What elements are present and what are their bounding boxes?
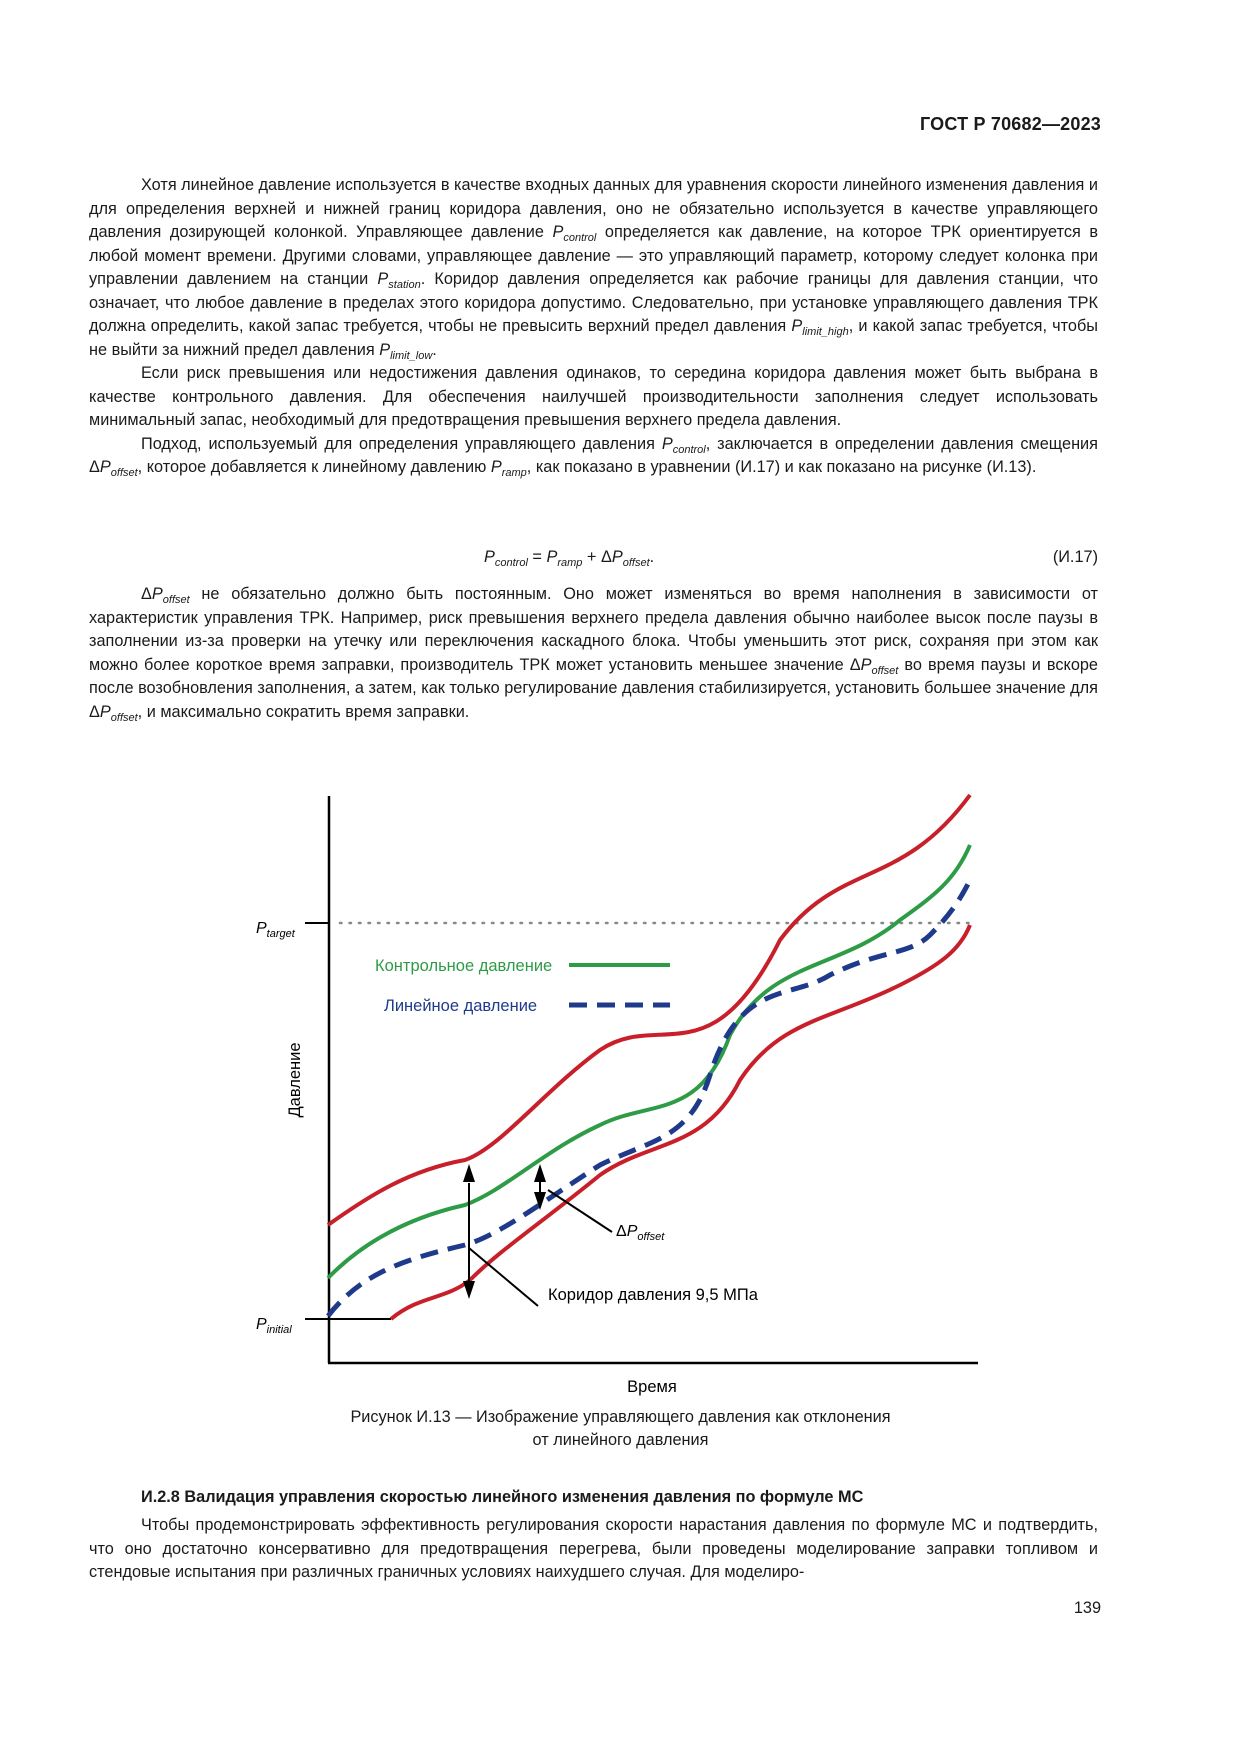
control-pressure-line	[328, 845, 970, 1278]
paragraph-1: Хотя линейное давление используется в качестве входных данных для уравнения скорости линейного изменения давления и для определения верхней и нижней границ коридора давления, оно не обязательно используется в качестве управляющего давления дозирующей колонкой. Управляющее давление $P_{control}$ определяется как давление, на которое ТРК ориентируется в любой момент времени. Другими словами, управляющее давление — это управляющий параметр, которому следует колонка при управлении давлением на станции $P_{station}$. Коридор давления определяется как рабочие границы для давления станции, что означает, что любое давление в пределах этого коридора допустимо. Следовательно, при установке управляющего давления ТРК должна определить, какой запас требуется, чтобы не превысить верхний предел давления $P_{limit\_high}$, и какой запас требуется, чтобы не выйти за нижний предел давления $P_{limit\_low}$.	[89, 176, 1099, 362]
legend-ramp-label: Линейное давление	[384, 997, 538, 1015]
corridor-arrow-head-up	[463, 1164, 475, 1182]
body-text-bottom	[89, 1514, 1098, 1585]
figure-caption-line-1: Рисунок И.13 — Изображение управляющего давления как отклонения	[350, 1408, 891, 1426]
corridor-annotation: Коридор давления 9,5 МПа	[548, 1286, 758, 1304]
y-tick-target: $P_{target}$	[256, 920, 295, 940]
corridor-leader-line	[469, 1248, 538, 1306]
lower-corridor-bound-line	[391, 925, 970, 1319]
page-number: 139	[1073, 1599, 1101, 1617]
legend-control-label: Контрольное давление	[375, 957, 553, 975]
body-text-after-equation	[89, 583, 1098, 724]
body-text-top	[89, 174, 1098, 480]
paragraph-3: Подход, используемый для определения управляющего давления $P_{control}$, заключается в определении давления смещения $\Delta P_{offset}$, которое добавляется к линейному давлению $P_{ramp}$, как показано в уравнении (И.17) и как показано на рисунке (И.13).	[89, 434, 1098, 479]
upper-corridor-bound-line	[328, 795, 970, 1225]
equation-number: (И.17)	[1052, 548, 1098, 566]
section-heading: И.2.8 Валидация управления скоростью линейного изменения давления по формуле МС	[141, 1488, 864, 1506]
equation-body: $P_{control} = P_{ramp} + \Delta P_{offset}$.	[484, 548, 655, 569]
ramp-pressure-line	[328, 880, 970, 1316]
paragraph-4: $\Delta P_{offset}$ не обязательно должно быть постоянным. Оно может изменяться во время наполнения в зависимости от характеристик управления ТРК. Например, риск превышения верхнего предела давления обычно наиболее высок после паузы в заполнении из-за проверки на утечку или переключения каскадного блока. Чтобы уменьшить этот риск, сохраняя при этом как можно более короткое время заправки, производитель ТРК может установить меньшее значение $\Delta P_{offset}$ во время паузы и вскоре после возобновления заполнения, а затем, как только регулирование давления стабилизируется, установить большее значение для $\Delta P_{offset}$, и максимально сократить время заправки.	[89, 585, 1098, 724]
x-axis-label: Время	[627, 1378, 677, 1396]
corridor-arrow-head-down	[463, 1281, 475, 1299]
y-axis-label: Давление	[286, 1042, 304, 1118]
offset-leader-line	[548, 1190, 612, 1232]
equation-i17	[89, 548, 1098, 572]
document-standard-number: ГОСТ Р 70682—2023	[919, 114, 1101, 134]
y-tick-initial: $P_{initial}$	[256, 1316, 292, 1336]
figure-caption	[0, 1406, 1241, 1452]
offset-arrow-head-up	[534, 1164, 546, 1182]
offset-annotation: $\Delta P_{offset}$	[616, 1223, 665, 1243]
paragraph-2: Если риск превышения или недостижения давления одинаков, то середина коридора давления может быть выбрана в качестве контрольного давления. Для обеспечения наилучшей производительности заполнения следует использовать минимальный запас, необходимый для предотвращения превышения верхнего предела давления.	[89, 364, 1098, 429]
offset-arrow-head-down	[534, 1192, 546, 1210]
section-paragraph: Чтобы продемонстрировать эффективность регулирования скорости нарастания давления по формуле МС и подтвердить, что оно достаточно консервативно для предотвращения перегрева, были проведены моделирование заправки топливом и стендовые испытания при различных граничных условиях наихудшего случая. Для моделиро-	[89, 1516, 1098, 1581]
figure-caption-line-2: от линейного давления	[532, 1431, 709, 1449]
